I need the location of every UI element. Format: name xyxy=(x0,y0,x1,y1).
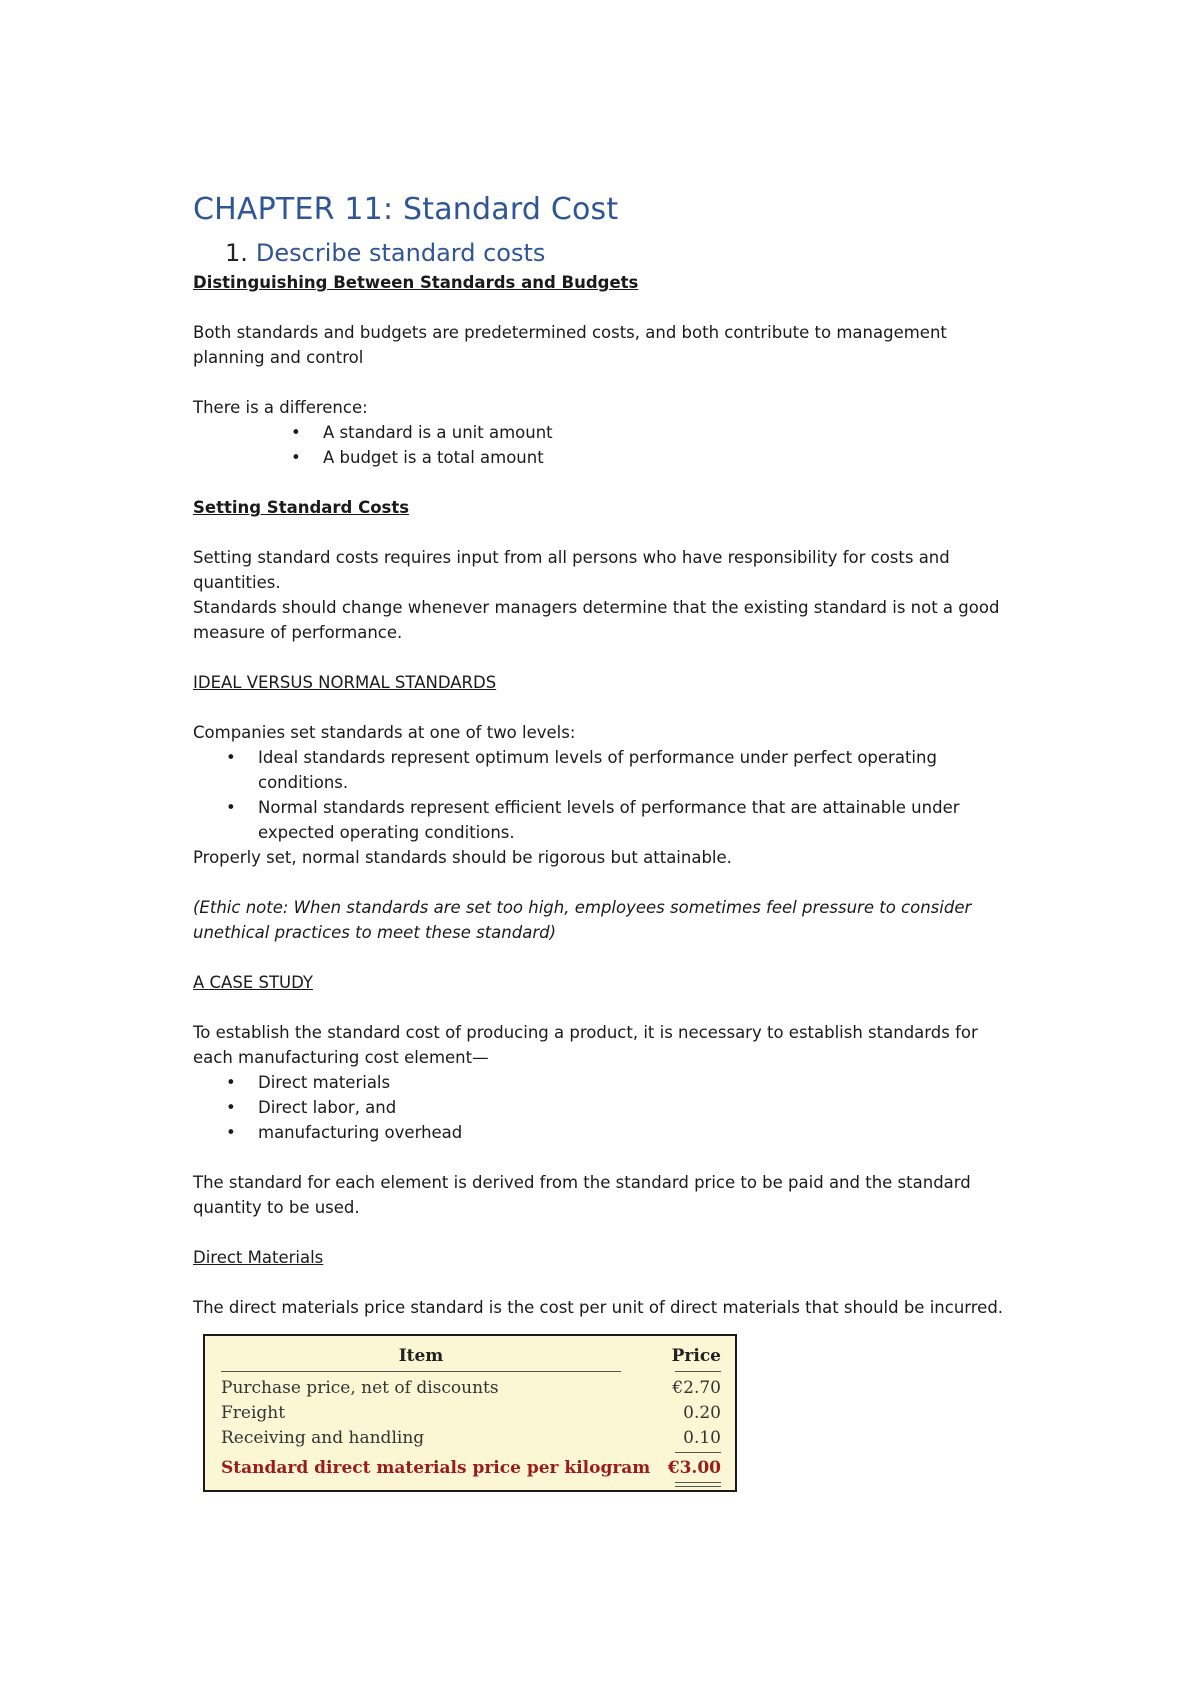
list-item: • Direct materials xyxy=(258,1070,1013,1095)
list-item: • Direct labor, and xyxy=(258,1095,1013,1120)
ideal-normal-intro: Companies set standards at one of two levels: xyxy=(193,723,576,742)
table-cell-price: 0.10 xyxy=(683,1428,721,1448)
ethic-note-1: (Ethic note: When standards are set too high, employees sometimes feel pressure to consider xyxy=(193,898,972,917)
list-item: • A budget is a total amount xyxy=(323,445,1013,470)
paragraph-standards-budgets-2: planning and control xyxy=(193,348,364,367)
table-cell-item: Freight xyxy=(221,1403,286,1423)
heading-ideal-normal: IDEAL VERSUS NORMAL STANDARDS xyxy=(193,673,497,692)
price-table xyxy=(203,1334,737,1492)
heading-setting-standard-costs: Setting Standard Costs xyxy=(193,498,410,517)
ideal-normal-conclusion: Properly set, normal standards should be rigorous but attainable. xyxy=(193,848,732,867)
table-row xyxy=(221,1428,721,1452)
section-title xyxy=(225,236,1013,270)
ethic-note-2: unethical practices to meet these standard) xyxy=(193,923,557,942)
standards-levels-list xyxy=(258,745,1013,845)
table-header-item: Item xyxy=(398,1346,444,1366)
table-cell-item: Receiving and handling xyxy=(221,1428,425,1448)
table-row xyxy=(221,1403,721,1427)
table-header-price: Price xyxy=(671,1346,721,1366)
list-item: • Ideal standards represent optimum levels of performance under perfect operating conditions. xyxy=(258,745,1013,795)
table-total-item: Standard direct materials price per kilogram xyxy=(221,1458,651,1478)
difference-list xyxy=(323,420,1013,470)
section-title-text: Describe standard costs xyxy=(255,239,546,267)
table-total-price: €3.00 xyxy=(667,1458,721,1478)
paragraph-setting-2b: measure of performance. xyxy=(193,623,403,642)
heading-case-study: A CASE STUDY xyxy=(193,973,313,992)
document-page xyxy=(193,188,1013,1492)
chapter-title: CHAPTER 11: Standard Cost xyxy=(193,192,619,227)
heading-distinguishing: Distinguishing Between Standards and Budgets xyxy=(193,273,639,292)
list-item: • manufacturing overhead xyxy=(258,1120,1013,1145)
case-study-para-1a: To establish the standard cost of producing a product, it is necessary to establish standards for xyxy=(193,1023,978,1042)
heading-direct-materials: Direct Materials xyxy=(193,1248,324,1267)
paragraph-setting-2a: Standards should change whenever managers determine that the existing standard is not a good xyxy=(193,598,1000,617)
table-total-row xyxy=(221,1458,721,1482)
subtotal-rule xyxy=(675,1452,721,1453)
total-double-rule xyxy=(675,1482,721,1487)
case-study-para-1b: each manufacturing cost element— xyxy=(193,1048,489,1067)
case-study-para-2b: quantity to be used. xyxy=(193,1198,360,1217)
paragraph-standards-budgets-1: Both standards and budgets are predetermined costs, and both contribute to management xyxy=(193,323,947,342)
table-header-rule xyxy=(675,1371,721,1372)
paragraph-setting-1a: Setting standard costs requires input from all persons who have responsibility for costs and xyxy=(193,548,950,567)
table-header-rule xyxy=(221,1371,621,1372)
list-item: • Normal standards represent efficient levels of performance that are attainable under expected operating conditions. xyxy=(258,795,1013,845)
section-number: 1. xyxy=(225,239,248,267)
table-cell-price: 0.20 xyxy=(683,1403,721,1423)
difference-intro: There is a difference: xyxy=(193,398,368,417)
table-cell-price: €2.70 xyxy=(672,1378,721,1398)
table-cell-item: Purchase price, net of discounts xyxy=(221,1378,499,1398)
paragraph-setting-1b: quantities. xyxy=(193,573,281,592)
list-item: • A standard is a unit amount xyxy=(323,420,1013,445)
cost-elements-list xyxy=(258,1070,1013,1145)
case-study-para-2a: The standard for each element is derived from the standard price to be paid and the standard xyxy=(193,1173,971,1192)
table-row xyxy=(221,1378,721,1402)
direct-materials-para: The direct materials price standard is the cost per unit of direct materials that should be incurred. xyxy=(193,1298,1004,1317)
